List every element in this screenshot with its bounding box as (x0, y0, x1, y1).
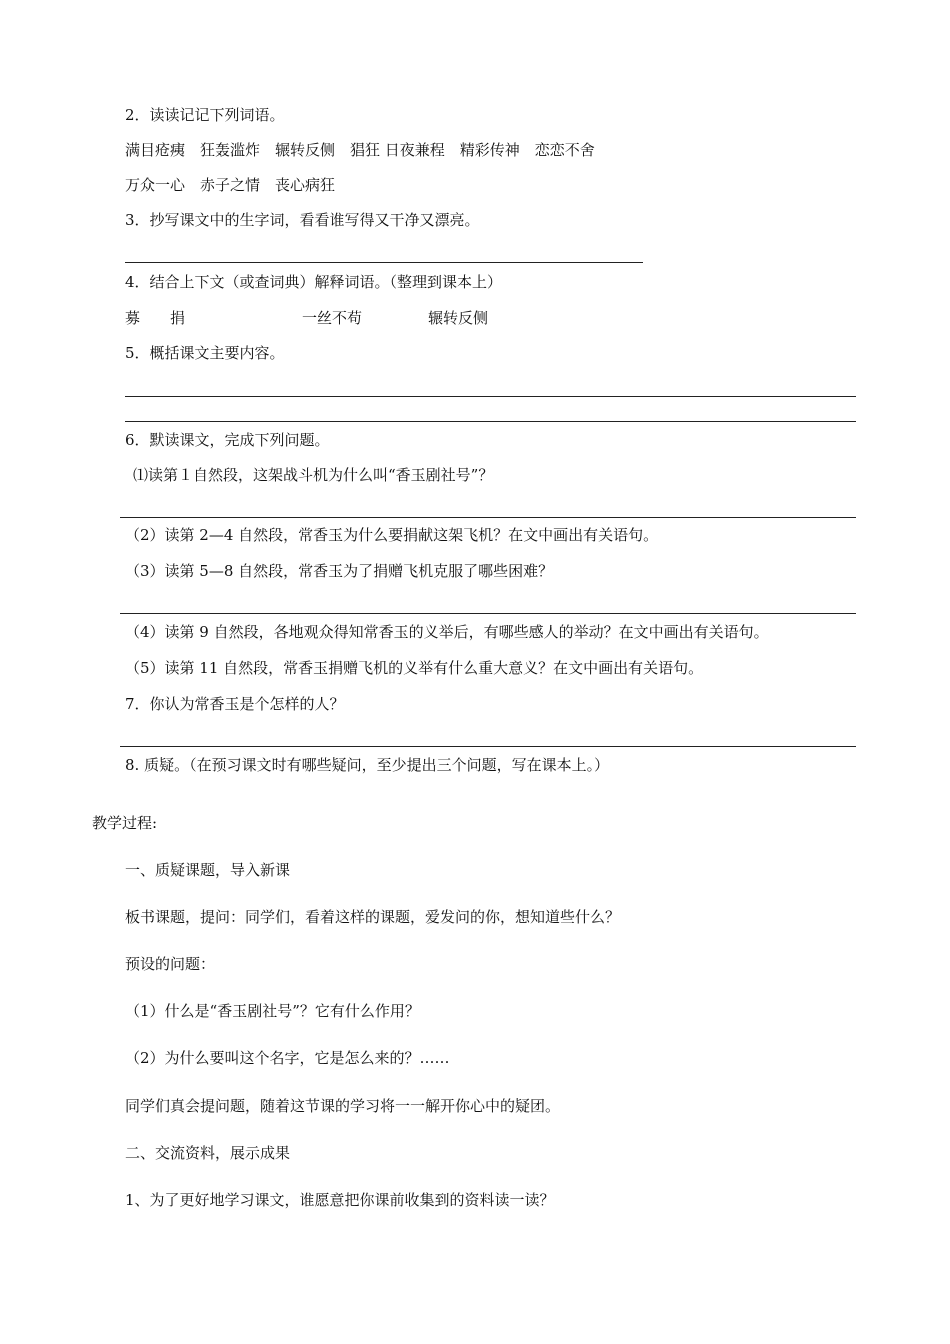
paragraph-6: 1、为了更好地学习课文，谁愿意把你课前收集到的资料读一读？ (125, 1191, 555, 1209)
paragraph-5: 同学们真会提问题，随着这节课的学习将一一解开你心中的疑团。 (125, 1097, 561, 1115)
q6-sub-question-3: （3）读第 5—8 自然段，常香玉为了捐赠飞机克服了哪些困难？ (125, 562, 554, 580)
q5-answer-line-1 (125, 396, 856, 397)
q3-prompt: 3．抄写课文中的生字词，看看谁写得又干净又漂亮。 (125, 211, 480, 229)
q6-sub-question-5: （5）读第 11 自然段，常香玉捐赠飞机的义举有什么重大意义？在文中画出有关语句。 (125, 659, 704, 677)
teaching-process-heading: 教学过程: (92, 814, 158, 832)
q6-sub-question-4: （4）读第 9 自然段，各地观众得知常香玉的义举后，有哪些感人的举动？在文中画出有关语句。 (125, 623, 769, 641)
q2-word-row-2: 万众一心 赤子之情 丧心病狂 (125, 176, 336, 194)
q6-sub-question-2: （2）读第 2—4 自然段，常香玉为什么要捐献这架飞机？在文中画出有关语句。 (125, 526, 659, 544)
q6-prompt: 6．默读课文，完成下列问题。 (125, 431, 330, 449)
section-2-heading: 二、交流资料，展示成果 (125, 1144, 291, 1162)
q7-answer-line (120, 746, 856, 747)
q6-answer-line-1 (120, 517, 856, 518)
q7-prompt: 7．你认为常香玉是个怎样的人？ (125, 695, 345, 713)
q8-prompt: 8. 质疑。（在预习课文时有哪些疑问，至少提出三个问题，写在课本上。） (125, 756, 610, 774)
q3-answer-line (125, 262, 643, 263)
paragraph-2: 预设的问题： (125, 955, 216, 973)
paragraph-4: （2）为什么要叫这个名字，它是怎么来的？…… (125, 1049, 450, 1067)
q6-sub-question-1: ⑴读第１自然段，这架战斗机为什么叫“香玉剧社号”？ (133, 466, 494, 484)
paragraph-3: （1）什么是“香玉剧社号”？它有什么作用？ (125, 1002, 420, 1020)
q4-word-3: 辗转反侧 (428, 309, 489, 327)
q4-prompt: 4．结合上下文（或查词典）解释词语。（整理到课本上） (125, 273, 503, 291)
q5-prompt: 5．概括课文主要内容。 (125, 344, 285, 362)
q5-answer-line-2 (125, 421, 856, 422)
paragraph-1: 板书课题，提问：同学们，看着这样的课题，爱发问的你，想知道些什么？ (125, 908, 621, 926)
q4-word-1: 募 捐 (125, 309, 186, 327)
q6-answer-line-3 (120, 613, 856, 614)
section-1-heading: 一、质疑课题，导入新课 (125, 861, 291, 879)
q4-word-2: 一丝不苟 (302, 309, 363, 327)
q2-word-row-1: 满目疮痍 狂轰滥炸 辗转反侧 猖狂 日夜兼程 精彩传神 恋恋不舍 (125, 141, 595, 159)
q2-prompt: 2．读读记记下列词语。 (125, 106, 285, 124)
